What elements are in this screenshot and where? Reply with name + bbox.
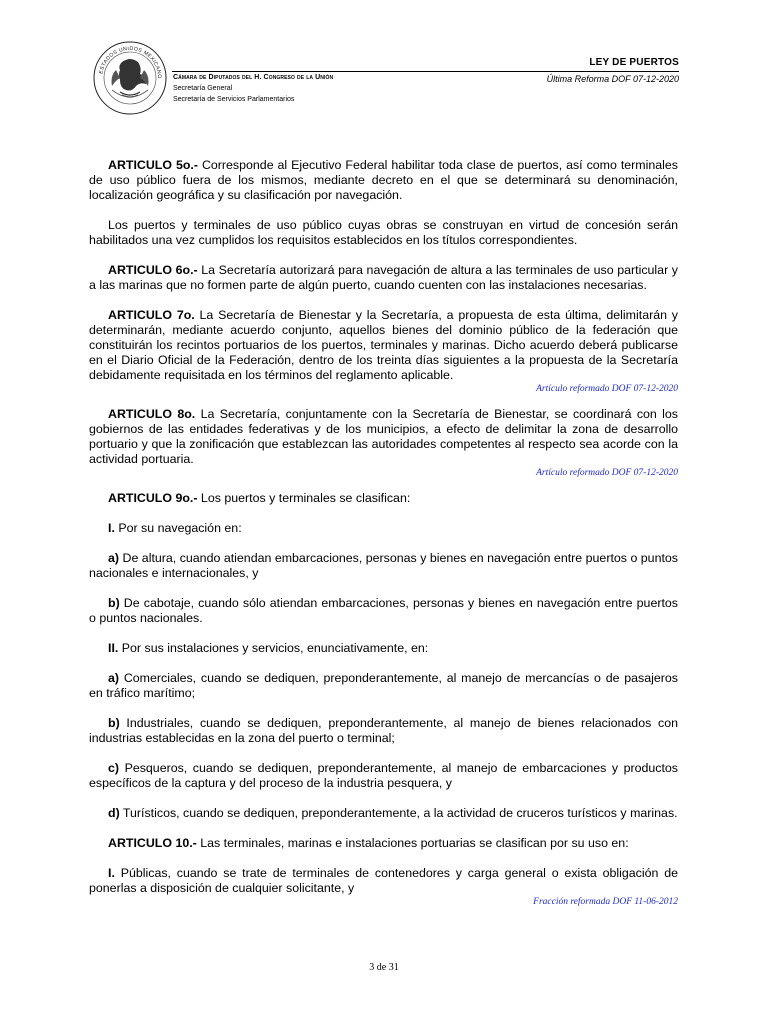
- chamber-name: Cámara de Diputados del H. Congreso de la Unión: [173, 74, 334, 81]
- services-name: Secretaría de Servicios Parlamentarios: [173, 96, 295, 103]
- paragraph-art5: ARTICULO 5o.- Corresponde al Ejecutivo Federal habilitar toda clase de puertos, así como terminales de uso público fuera de los mismos, mediante decreto en el que se determinará su denominación, localización geográfica y su clasificación por navegación.: [89, 158, 678, 202]
- paragraph-art7: ARTICULO 7o. La Secretaría de Bienestar y la Secretaría, a propuesta de esta última, delimitarán y determinarán, mediante acuerdo conjunto, aquellos bienes del dominio público de la federación que constituirán los recintos portuarios de los puertos, terminales y marinas. Dicho acuerdo deberá publicarse en el Diario Oficial de la Federación, dentro de los treinta días siguientes a la propuesta de la Secretaría debidamente requisitada en los términos del reglamento aplicable.: [89, 308, 678, 382]
- paragraph-art9-II: II. Por sus instalaciones y servicios, enunciativamente, en:: [108, 641, 429, 655]
- reform-note: Artículo reformado DOF 07-12-2020: [536, 468, 678, 478]
- paragraph-art9-II-d: d) Turísticos, cuando se dediquen, preponderantemente, a la actividad de cruceros turísticos y marinas.: [108, 806, 678, 820]
- paragraph-art10-I: I. Públicas, cuando se trate de terminales de contenedores y carga general o exista obligación de ponerlas a disposición de cualquier solicitante, y: [89, 866, 678, 895]
- page-number: 3 de 31: [369, 962, 399, 973]
- reform-note: Artículo reformado DOF 07-12-2020: [536, 384, 678, 394]
- paragraph-art10: ARTICULO 10.- Las terminales, marinas e instalaciones portuarias se clasifican por su uso en:: [108, 836, 629, 850]
- paragraph-art9-I-a: a) De altura, cuando atiendan embarcaciones, personas y bienes en navegación entre puertos o puntos nacionales e internacionales, y: [89, 551, 678, 580]
- paragraph-art9-II-b: b) Industriales, cuando se dediquen, preponderantemente, al manejo de bienes relacionados con industrias establecidas en la zona del puerto o terminal;: [89, 716, 678, 745]
- paragraph-art9-I: I. Por su navegación en:: [108, 521, 242, 535]
- paragraph-art9: ARTICULO 9o.- Los puertos y terminales se clasifican:: [108, 491, 411, 505]
- seal-lettering: ESTADOS UNIDOS MEXICANO: [98, 45, 163, 79]
- paragraph-art5-2: Los puertos y terminales de uso público cuyas obras se construyan en virtud de concesión serán habilitados una vez cumplidos los requisitos establecidos en los títulos correspondientes.: [89, 218, 678, 247]
- mexican-coat-of-arms-seal: [92, 40, 168, 116]
- paragraph-art9-I-b: b) De cabotaje, cuando sólo atiendan embarcaciones, personas y bienes en navegación entre puertos o puntos nacionales.: [89, 596, 678, 625]
- document-body: [89, 158, 678, 920]
- last-reform-date: Última Reforma DOF 07-12-2020: [546, 74, 679, 84]
- secretariat-name: Secretaría General: [173, 85, 233, 92]
- paragraph-art8: ARTICULO 8o. La Secretaría, conjuntamente con la Secretaría de Bienestar, se coordinará con los gobiernos de las entidades federativas y de los municipios, a efecto de delimitar la zona de desarrollo portuario y que la zonificación que establezcan las autoridades competentes al respecto sea acorde con la actividad portuaria.: [89, 407, 678, 466]
- paragraph-art6: ARTICULO 6o.- La Secretaría autorizará para navegación de altura a las terminales de uso particular y a las marinas que no formen parte de algún puerto, cuando cuenten con las instalaciones necesarias.: [89, 263, 678, 292]
- paragraph-art9-II-c: c) Pesqueros, cuando se dediquen, preponderantemente, al manejo de embarcaciones y productos específicos de la captura y del proceso de la industria pesquera, y: [89, 761, 678, 790]
- law-title: LEY DE PUERTOS: [589, 57, 679, 68]
- header-rule: [172, 71, 679, 72]
- reform-note: Fracción reformada DOF 11-06-2012: [533, 897, 678, 907]
- paragraph-art9-II-a: a) Comerciales, cuando se dediquen, preponderantemente, al manejo de mercancías o de pasajeros en tráfico marítimo;: [89, 671, 678, 700]
